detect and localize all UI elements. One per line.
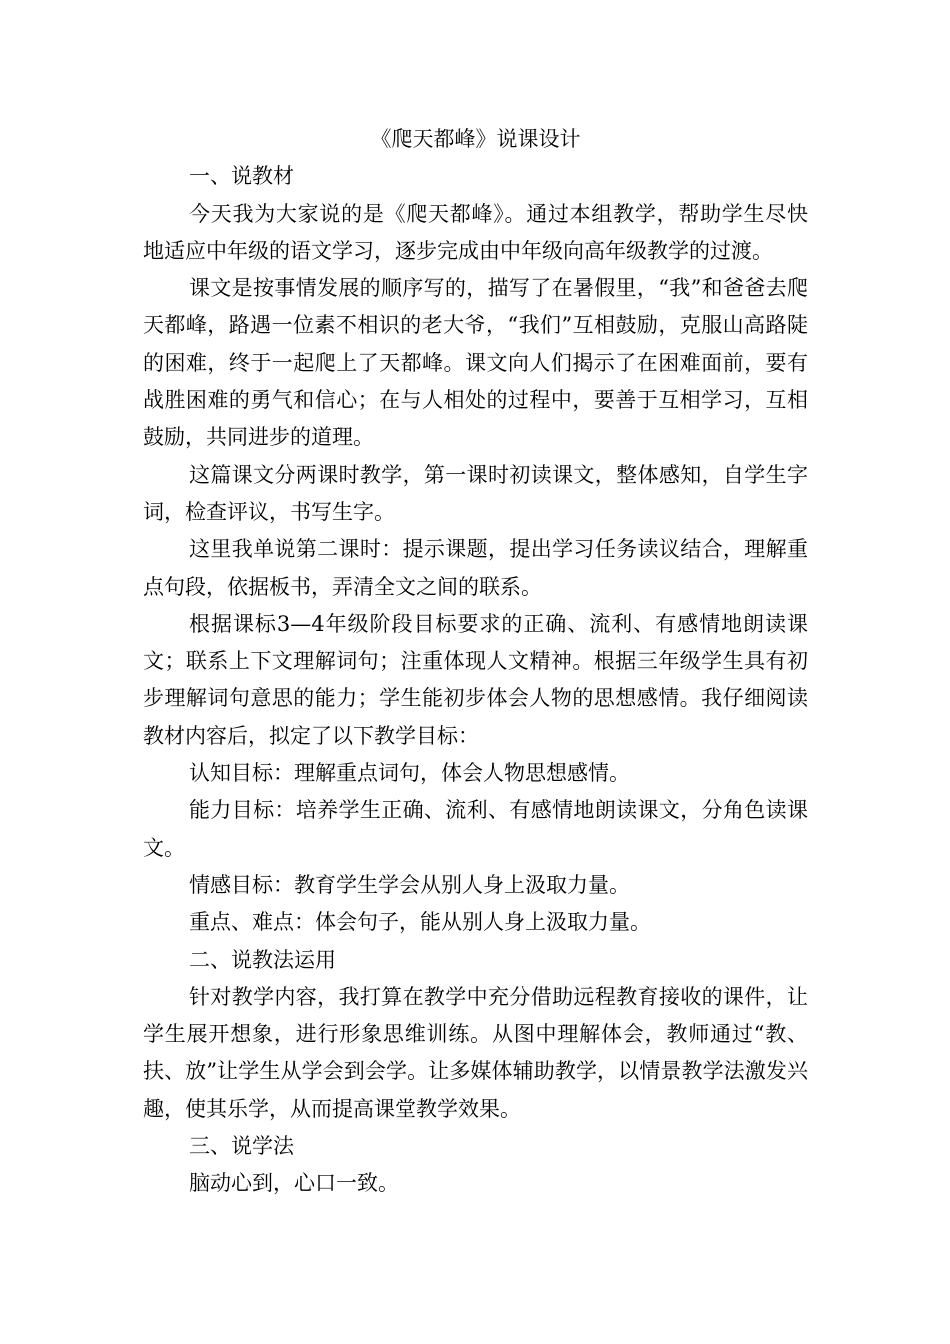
paragraph-curriculum-goals: 根据课标3—4年级阶段目标要求的正确、流利、有感情地朗读课文；联系上下文理解词句；注重体现人文精神。根据三年级学生具有初步理解词句意思的能力；学生能初步体会人物的思想感情。我仔细阅读教材内容后，拟定了以下教学目标：	[143, 611, 808, 748]
paragraph-cognitive-goal: 认知目标：理解重点词句，体会人物思想感情。	[189, 761, 630, 786]
section-heading-teaching-methods: 二、说教法运用	[189, 947, 336, 972]
paragraph-ability-goal: 能力目标：培养学生正确、流利、有感情地朗读课文，分角色读课文。	[143, 798, 808, 860]
section-heading-learning-methods: 三、说学法	[189, 1134, 294, 1159]
section-heading-textbook: 一、说教材	[189, 164, 294, 189]
paragraph-second-lesson: 这里我单说第二课时：提示课题，提出学习任务读议结合，理解重点句段，依据板书，弄清全文之间的联系。	[143, 537, 808, 599]
paragraph-teaching-methods: 针对教学内容，我打算在教学中充分借助远程教育接收的课件，让学生展开想象，进行形象思维训练。从图中理解体会，教师通过“教、扶、放”让学生从学会到会学。让多媒体辅助教学，以情景教学法激发兴趣，使其乐学，从而提高课堂教学效果。	[143, 984, 808, 1121]
document-title: 《爬天都峰》说课设计	[370, 127, 581, 151]
document-body	[143, 121, 808, 1203]
paragraph-key-points: 重点、难点：体会句子，能从别人身上汲取力量。	[189, 910, 651, 935]
paragraph-intro: 今天我为大家说的是《爬天都峰》。通过本组教学，帮助学生尽快地适应中年级的语文学习，逐步完成由中年级向高年级教学的过渡。	[143, 201, 808, 263]
paragraph-learning-methods: 脑动心到，心口一致。	[189, 1171, 399, 1196]
paragraph-lesson-plan: 这篇课文分两课时教学，第一课时初读课文，整体感知，自学生字词，检查评议，书写生字。	[143, 462, 808, 524]
paragraph-emotional-goal: 情感目标：教育学生学会从别人身上汲取力量。	[189, 872, 630, 897]
paragraph-text-summary: 课文是按事情发展的顺序写的，描写了在暑假里，“我”和爸爸去爬天都峰，路遇一位素不相识的老大爷，“我们”互相鼓励，克服山高路陡的困难，终于一起爬上了天都峰。课文向人们揭示了在困难面前，要有战胜困难的勇气和信心；在与人相处的过程中，要善于互相学习，互相鼓励，共同进步的道理。	[143, 276, 808, 450]
